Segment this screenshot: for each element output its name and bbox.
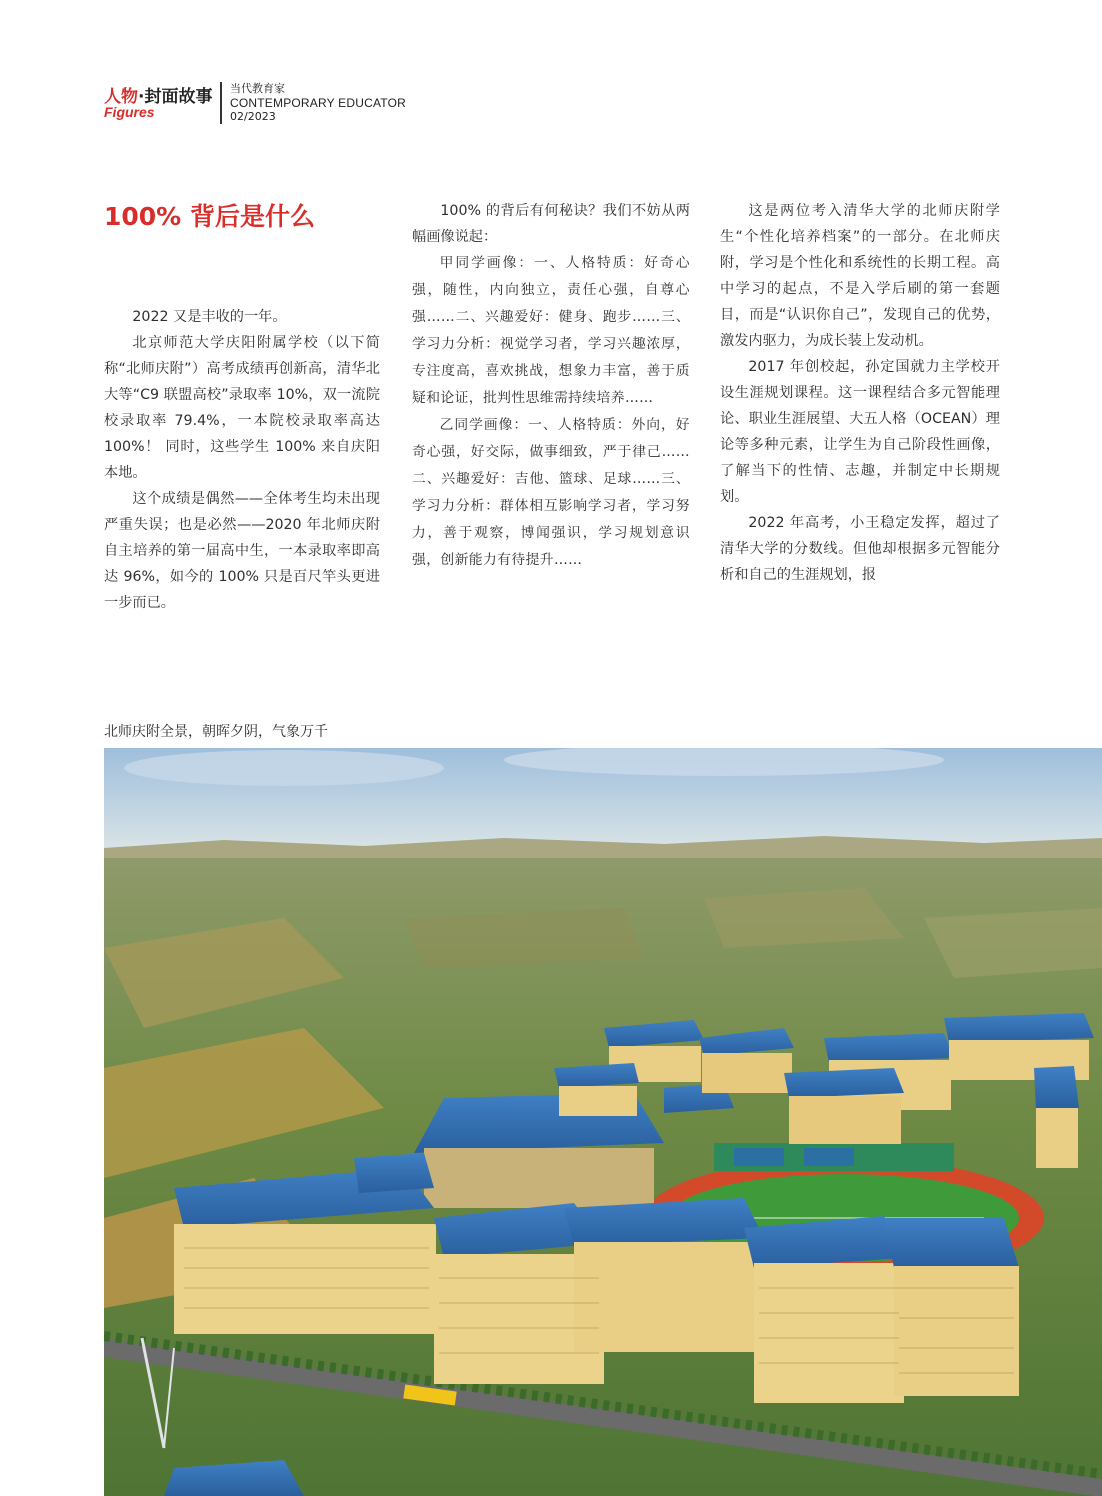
paragraph: 北京师范大学庆阳附属学校（以下简称“北师庆附”）高考成绩再创新高，清华北大等“C9 联盟高校”录取率 10%，双一流院校录取率 79.4%，一本院校录取率高达 100%！ 同时，这些学生 100% 来自庆阳本地。 — [104, 335, 380, 481]
paragraph: 2017 年创校起，孙定国就力主学校开设生涯规划课程。这一课程结合多元智能理论、职业生涯展望、大五人格（OCEAN）理论等多种元素，让学生为自己阶段性画像，了解当下的性情、志趣，并制定中长期规划。 — [720, 359, 1000, 505]
section-name: 人物 — [104, 87, 138, 107]
issue-number: 02/2023 — [230, 110, 276, 123]
text-column-3 — [720, 198, 1000, 588]
paragraph: 100% 的背后有何秘诀？我们不妨从两幅画像说起： — [412, 203, 690, 245]
magazine-name-en: CONTEMPORARY EDUCATOR — [230, 96, 407, 110]
subsection-name: 封面故事 — [144, 87, 213, 107]
paragraph: 这是两位考入清华大学的北师庆附学生“个性化培养档案”的一部分。在北师庆附，学习是个性化和系统性的长期工程。高中学习的起点，不是入学后刷的第一套题目，而是“认识你自己”，发现自己的优势，激发内驱力，为成长装上发动机。 — [720, 203, 1000, 349]
paragraph: 这个成绩是偶然——全体考生均未出现严重失误；也是必然——2020 年北师庆附自主培养的第一届高中生，一本录取率即高达 96%，如今的 100% 只是百尺竿头更进一步而已。 — [104, 491, 380, 611]
section-dot: · — [138, 87, 145, 107]
article-title: 100% 背后是什么 — [104, 202, 315, 231]
campus-aerial-photo — [104, 748, 1102, 1496]
student-profile-a: 甲同学画像：一、人格特质：好奇心强，随性，内向独立，责任心强，自尊心强……二、兴趣爱好：健身、跑步……三、学习力分析：视觉学习者，学习兴趣浓厚，专注度高，喜欢挑战，想象力丰富，善于质疑和论证，批判性思维需持续培养…… — [412, 255, 690, 406]
text-column-1 — [104, 304, 380, 616]
text-column-2 — [412, 198, 690, 574]
paragraph: 2022 年高考，小王稳定发挥，超过了清华大学的分数线。但他却根据多元智能分析和自己的生涯规划，报 — [720, 515, 1000, 583]
paragraph: 2022 又是丰收的一年。 — [132, 309, 287, 325]
magazine-info — [230, 82, 406, 124]
magazine-name-cn: 当代教育家 — [230, 82, 285, 95]
header-divider — [220, 82, 222, 124]
student-profile-b: 乙同学画像：一、人格特质：外向，好奇心强，好交际，做事细致，严于律己……二、兴趣爱好：吉他、篮球、足球……三、学习力分析：群体相互影响学习者，学习努力，善于观察，博闻强识，学习规划意识强，创新能力有待提升…… — [412, 417, 690, 568]
section-english: Figures — [104, 104, 155, 120]
photo-caption: 北师庆附全景，朝晖夕阴，气象万千 — [104, 724, 328, 740]
